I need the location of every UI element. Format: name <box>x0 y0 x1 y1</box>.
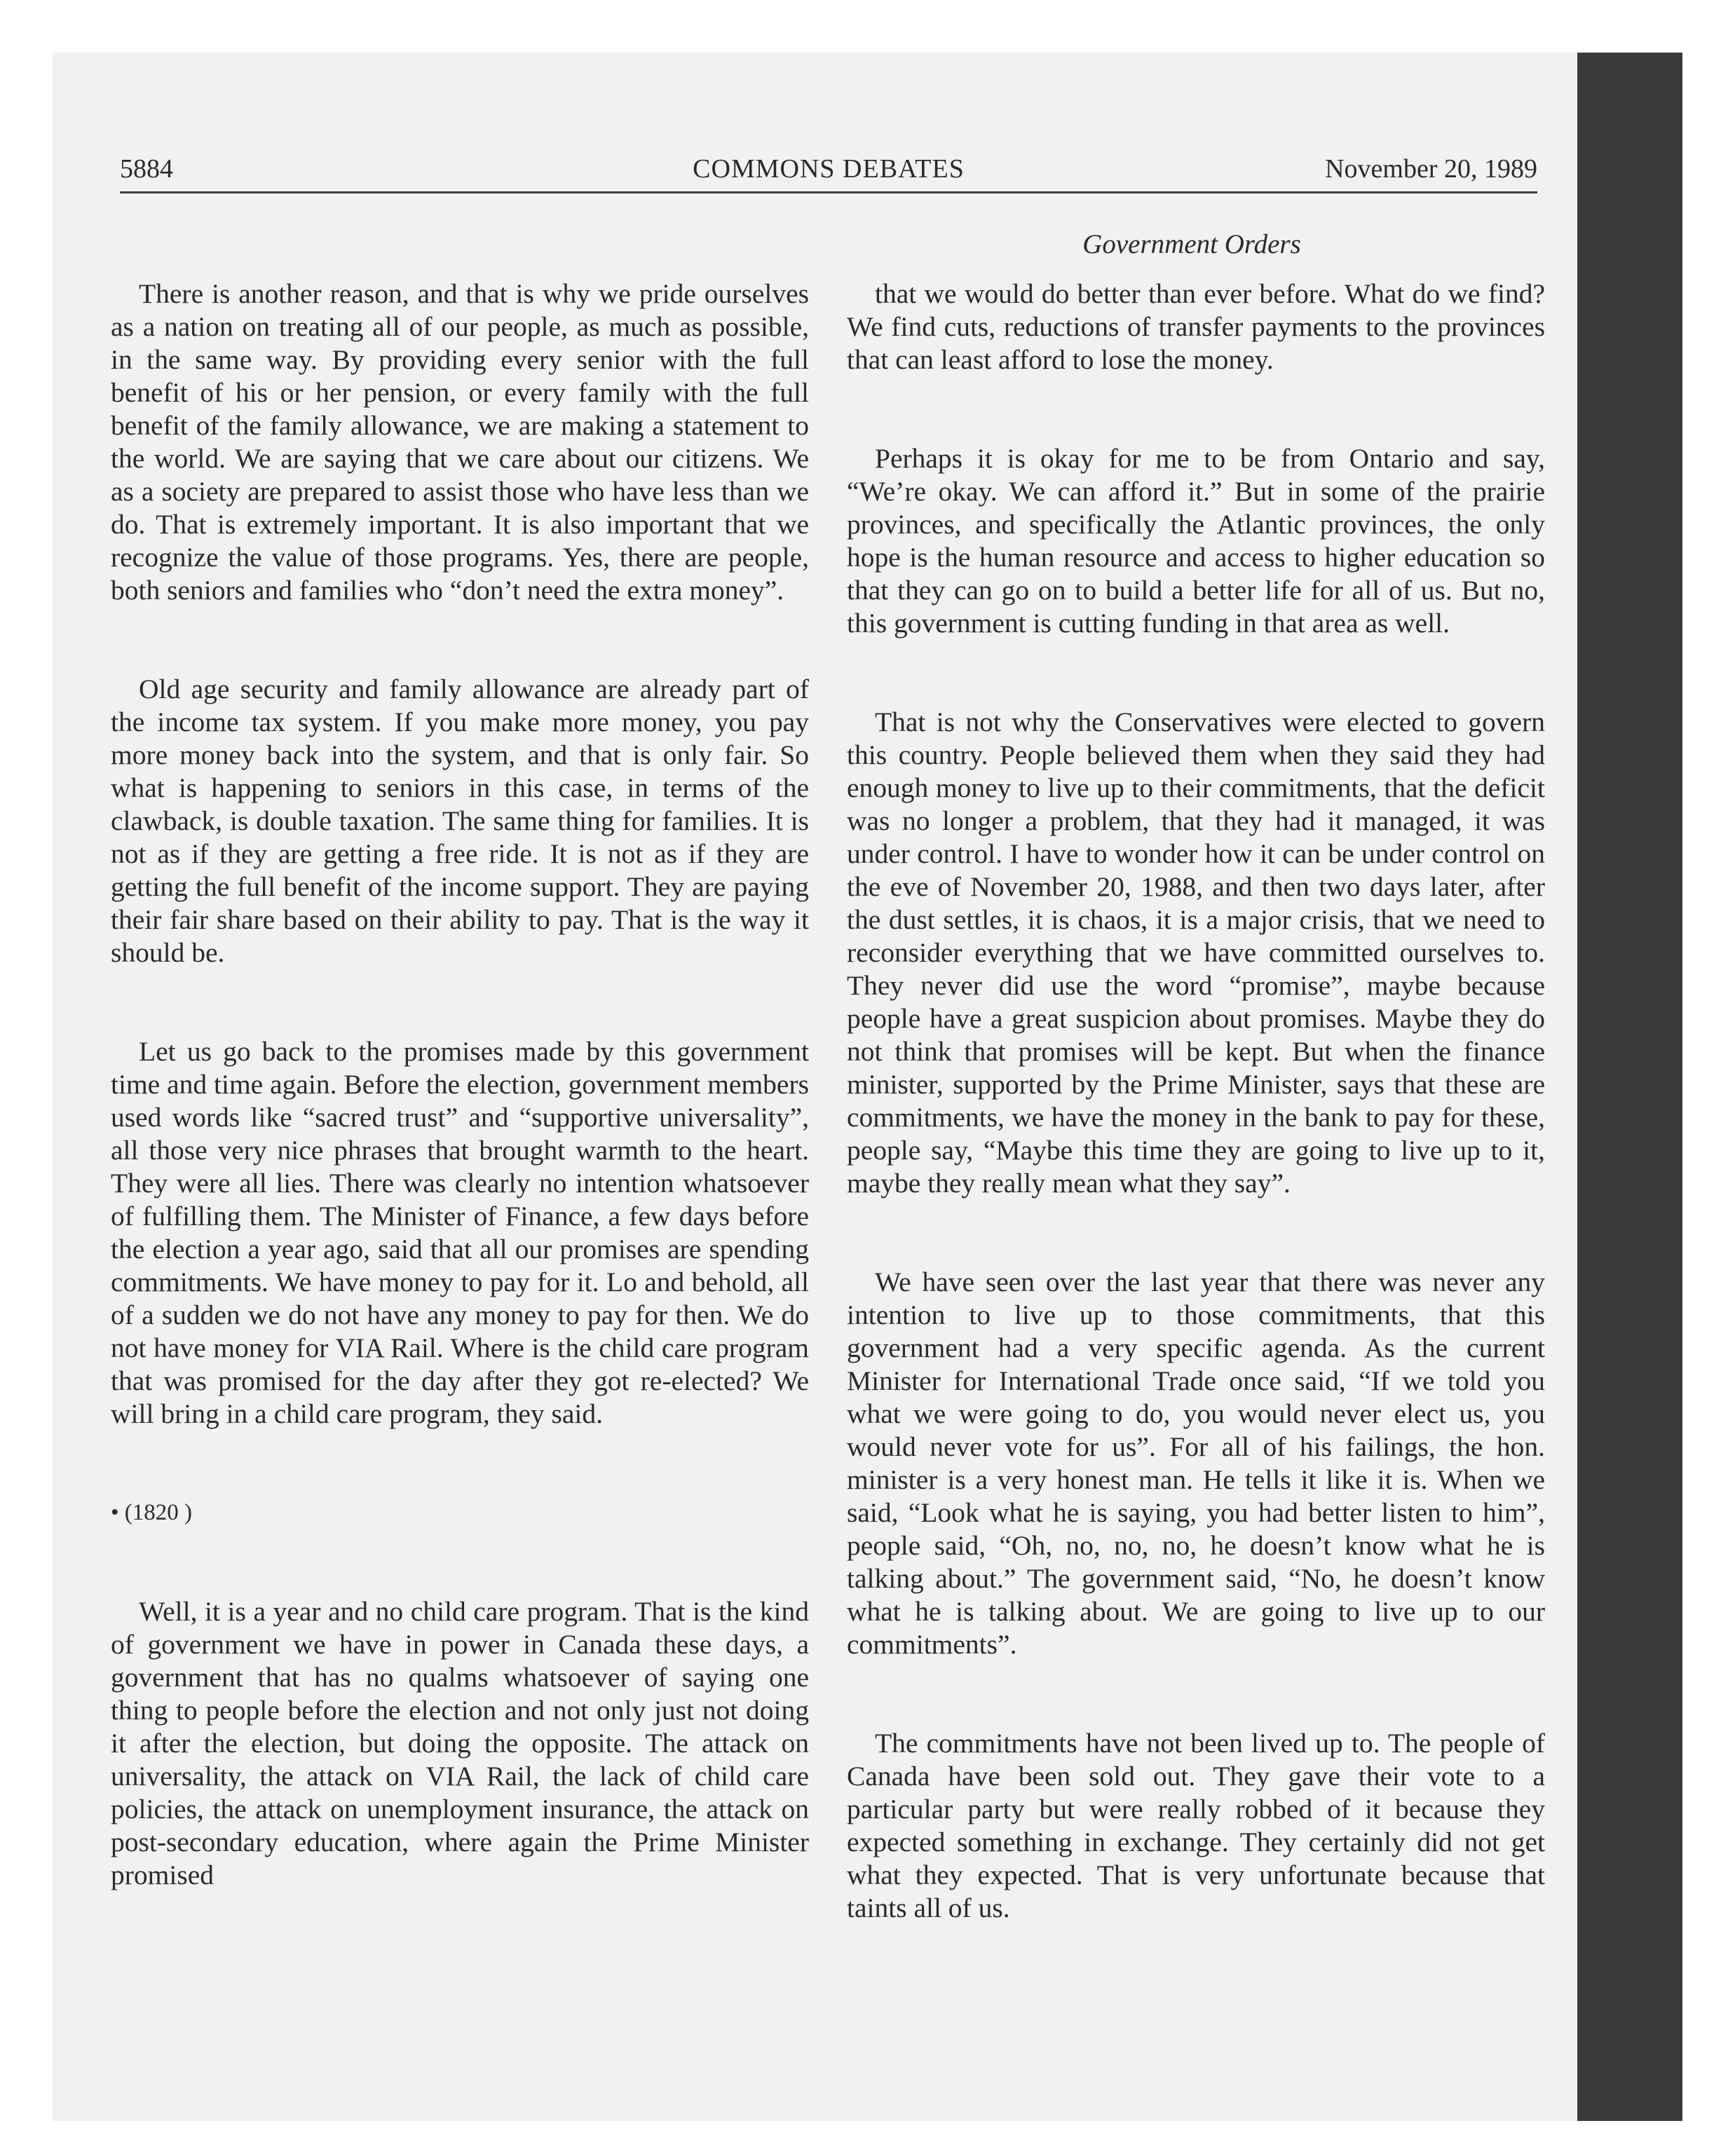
page-number: 5884 <box>120 154 173 184</box>
paragraph: The commitments have not been lived up to. The people of Canada have been sold out. They gave their vote to a particular party but were really robbed of it because they expected something in exchange. They certainly did not get what they expected. That is very unfortunate because that taints all of us. <box>847 1728 1545 1923</box>
paragraph: That is not why the Conservatives were elected to govern this country. People believed them when they said they had enough money to live up to their commitments, that the deficit was no longer a problem, that they had it managed, it was under control. I have to wonder how it can be under control on the eve of November 20, 1988, and then two days later, after the dust settles, it is chaos, it is a major crisis, that we need to reconsider everything that we have committed ourselves to. They never did use the word “promise”, maybe because people have a great suspicion about promises. Maybe they do not think that promises will be kept. But when the finance minister, supported by the Prime Minister, says that these are commitments, we have the money in the bank to pay for these, people say, “Maybe this time they are going to live up to it, maybe they really mean what they say”. <box>847 707 1545 1199</box>
paragraph: Well, it is a year and no child care program. That is the kind of government we have in power in Canada these days, a government that has no qualms whatsoever of saying one thing to people before the election and not only just not doing it after the election, but doing the opposite. The attack on universality, the attack on VIA Rail, the lack of child care policies, the attack on unemployment insurance, the attack on post-secondary education, where again the Prime Minister promised <box>111 1596 809 1890</box>
paragraph: Perhaps it is okay for me to be from Ontario and say, “We’re okay. We can afford it.” But in some of the prairie provinces, and specifically the Atlantic provinces, the only hope is the human resource and access to higher education so that they can go on to build a better life for all of us. But no, this government is cutting funding in that area as well. <box>847 443 1545 639</box>
paragraph: that we would do better than ever before. What do we find? We find cuts, reductions of transfer payments to the provinces that can least afford to lose the money. <box>847 278 1545 375</box>
scan-edge-shadow <box>1577 53 1682 2121</box>
time-marker: • (1820 ) <box>111 1500 193 1525</box>
issue-date: November 20, 1989 <box>1325 154 1537 184</box>
page-header <box>120 153 1537 193</box>
paragraph: Let us go back to the promises made by this government time and time again. Before the election, government members used words like “sacred trust” and “supportive universality”, all those very nice phrases that brought warmth to the heart. They were all lies. There was clearly no intention whatsoever of fulfilling them. The Minister of Finance, a few days before the election a year ago, said that all our promises are spending commitments. We have money to pay for it. Lo and behold, all of a sudden we do not have any money to pay for then. We do not have money for VIA Rail. Where is the child care program that was promised for the day after they got re-elected? We will bring in a child care program, they said. <box>111 1036 809 1429</box>
right-column <box>847 278 1545 1925</box>
left-column <box>111 278 809 1892</box>
paragraph: There is another reason, and that is why we pride ourselves as a nation on treating all of our people, as much as possible, in the same way. By providing every senior with the full benefit of his or her pension, or every family with the full benefit of the family allowance, we are making a statement to the world. We are saying that we care about our citizens. We as a society are prepared to assist those who have less than we do. That is extremely important. It is also important that we recognize the value of those programs. Yes, there are people, both seniors and families who “don’t need the extra money”. <box>111 278 809 606</box>
section-label: Government Orders <box>1082 229 1301 259</box>
publication-title: COMMONS DEBATES <box>693 154 965 184</box>
paragraph: Old age security and family allowance are already part of the income tax system. If you make more money, you pay more money back into the system, and that is only fair. So what is happening to seniors in this case, in terms of the clawback, is double taxation. The same thing for families. It is not as if they are getting a free ride. It is not as if they are getting the full benefit of the income support. They are paying their fair share based on their ability to pay. That is the way it should be. <box>111 674 809 968</box>
paragraph: We have seen over the last year that there was never any intention to live up to those commitments, that this government had a very specific agenda. As the current Minister for International Trade once said, “If we told you what we were going to do, you would never elect us, you would never vote for us”. For all of his failings, the hon. minister is a very honest man. He tells it like it is. When we said, “Look what he is saying, you had better listen to him”, people said, “Oh, no, no, no, he doesn’t know what he is talking about.” The government said, “No, he doesn’t know what he is talking about. We are going to live up to our commitments”. <box>847 1267 1545 1660</box>
